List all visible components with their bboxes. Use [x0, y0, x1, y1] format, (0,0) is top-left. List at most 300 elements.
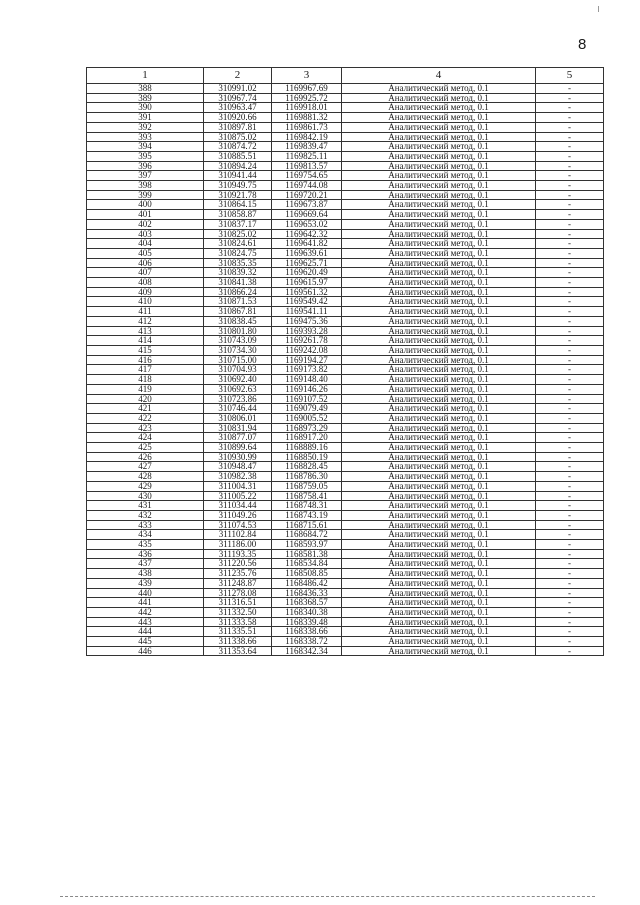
point-number: 420	[87, 394, 204, 404]
point-number: 388	[87, 84, 204, 94]
table-row	[87, 607, 604, 617]
coord-y: 1168743.19	[272, 510, 342, 520]
table-row	[87, 113, 604, 123]
point-number: 400	[87, 200, 204, 210]
table-row	[87, 588, 604, 598]
coord-y: 1169620.49	[272, 268, 342, 278]
note-cell: -	[536, 248, 604, 258]
coord-x: 310982.38	[204, 472, 272, 482]
coord-x: 311338.66	[204, 637, 272, 647]
table-row	[87, 326, 604, 336]
method-description: Аналитический метод, 0.1	[342, 472, 536, 482]
table-row	[87, 617, 604, 627]
table-row	[87, 355, 604, 365]
coord-x: 311004.31	[204, 481, 272, 491]
coord-x: 310920.66	[204, 113, 272, 123]
point-number: 407	[87, 268, 204, 278]
coord-x: 310949.75	[204, 181, 272, 191]
coord-y: 1169475.36	[272, 316, 342, 326]
method-description: Аналитический метод, 0.1	[342, 103, 536, 113]
table-row	[87, 569, 604, 579]
note-cell: -	[536, 598, 604, 608]
coord-x: 311034.44	[204, 501, 272, 511]
note-cell: -	[536, 239, 604, 249]
point-number: 427	[87, 462, 204, 472]
coord-x: 310704.93	[204, 365, 272, 375]
note-cell: -	[536, 627, 604, 637]
coord-y: 1168593.97	[272, 540, 342, 550]
method-description: Аналитический метод, 0.1	[342, 559, 536, 569]
coord-x: 310806.01	[204, 413, 272, 423]
coord-y: 1169148.40	[272, 375, 342, 385]
table-row	[87, 491, 604, 501]
table-row	[87, 404, 604, 414]
table-row	[87, 365, 604, 375]
coord-x: 310835.35	[204, 258, 272, 268]
coord-x: 311193.35	[204, 549, 272, 559]
method-description: Аналитический метод, 0.1	[342, 365, 536, 375]
note-cell: -	[536, 365, 604, 375]
table-row	[87, 627, 604, 637]
point-number: 433	[87, 520, 204, 530]
method-description: Аналитический метод, 0.1	[342, 588, 536, 598]
table-row	[87, 578, 604, 588]
coord-x: 310824.61	[204, 239, 272, 249]
coord-x: 310841.38	[204, 278, 272, 288]
method-description: Аналитический метод, 0.1	[342, 200, 536, 210]
note-cell: -	[536, 210, 604, 220]
table-row	[87, 229, 604, 239]
point-number: 432	[87, 510, 204, 520]
coord-y: 1168436.33	[272, 588, 342, 598]
coord-x: 310692.40	[204, 375, 272, 385]
note-cell: -	[536, 530, 604, 540]
table-row	[87, 122, 604, 132]
coord-y: 1169669.64	[272, 210, 342, 220]
table-row	[87, 190, 604, 200]
coord-y: 1169842.19	[272, 132, 342, 142]
table-row	[87, 142, 604, 152]
note-cell: -	[536, 472, 604, 482]
point-number: 418	[87, 375, 204, 385]
note-cell: -	[536, 336, 604, 346]
coord-y: 1168973.29	[272, 423, 342, 433]
coord-x: 310871.53	[204, 297, 272, 307]
table-row	[87, 132, 604, 142]
coord-x: 310877.07	[204, 433, 272, 443]
coord-y: 1169641.82	[272, 239, 342, 249]
point-number: 436	[87, 549, 204, 559]
method-description: Аналитический метод, 0.1	[342, 316, 536, 326]
method-description: Аналитический метод, 0.1	[342, 384, 536, 394]
note-cell: -	[536, 549, 604, 559]
point-number: 403	[87, 229, 204, 239]
method-description: Аналитический метод, 0.1	[342, 326, 536, 336]
table-row	[87, 530, 604, 540]
coord-y: 1169561.32	[272, 287, 342, 297]
coord-y: 1168508.85	[272, 569, 342, 579]
coord-x: 310825.02	[204, 229, 272, 239]
method-description: Аналитический метод, 0.1	[342, 607, 536, 617]
note-cell: -	[536, 520, 604, 530]
method-description: Аналитический метод, 0.1	[342, 84, 536, 94]
method-description: Аналитический метод, 0.1	[342, 627, 536, 637]
note-cell: -	[536, 258, 604, 268]
method-description: Аналитический метод, 0.1	[342, 443, 536, 453]
table-row	[87, 510, 604, 520]
point-number: 416	[87, 355, 204, 365]
table-header-row	[87, 68, 604, 84]
point-number: 442	[87, 607, 204, 617]
table-row	[87, 462, 604, 472]
coord-x: 310839.32	[204, 268, 272, 278]
point-number: 446	[87, 646, 204, 656]
method-description: Аналитический метод, 0.1	[342, 452, 536, 462]
table-row	[87, 443, 604, 453]
point-number: 391	[87, 113, 204, 123]
coord-x: 310963.47	[204, 103, 272, 113]
point-number: 412	[87, 316, 204, 326]
note-cell: -	[536, 229, 604, 239]
method-description: Аналитический метод, 0.1	[342, 423, 536, 433]
point-number: 441	[87, 598, 204, 608]
note-cell: -	[536, 268, 604, 278]
coord-x: 310864.15	[204, 200, 272, 210]
coord-y: 1168748.31	[272, 501, 342, 511]
coord-y: 1169242.08	[272, 345, 342, 355]
note-cell: -	[536, 161, 604, 171]
note-cell: -	[536, 278, 604, 288]
table-row	[87, 520, 604, 530]
point-number: 392	[87, 122, 204, 132]
coord-y: 1168758.41	[272, 491, 342, 501]
coord-y: 1168850.19	[272, 452, 342, 462]
point-number: 426	[87, 452, 204, 462]
note-cell: -	[536, 578, 604, 588]
coord-x: 310837.17	[204, 219, 272, 229]
method-description: Аналитический метод, 0.1	[342, 268, 536, 278]
column-header-4: 4	[342, 68, 536, 84]
table-row	[87, 637, 604, 647]
coord-y: 1168342.34	[272, 646, 342, 656]
coord-y: 1169005.52	[272, 413, 342, 423]
coord-y: 1168828.45	[272, 462, 342, 472]
note-cell: -	[536, 588, 604, 598]
point-number: 395	[87, 151, 204, 161]
note-cell: -	[536, 423, 604, 433]
note-cell: -	[536, 540, 604, 550]
point-number: 393	[87, 132, 204, 142]
coord-x: 310867.81	[204, 307, 272, 317]
method-description: Аналитический метод, 0.1	[342, 161, 536, 171]
method-description: Аналитический метод, 0.1	[342, 210, 536, 220]
table-row	[87, 559, 604, 569]
coord-y: 1169173.82	[272, 365, 342, 375]
table-row	[87, 501, 604, 511]
coord-y: 1169615.97	[272, 278, 342, 288]
table-row	[87, 345, 604, 355]
note-cell: -	[536, 452, 604, 462]
point-number: 409	[87, 287, 204, 297]
note-cell: -	[536, 219, 604, 229]
method-description: Аналитический метод, 0.1	[342, 190, 536, 200]
note-cell: -	[536, 559, 604, 569]
table-row	[87, 549, 604, 559]
note-cell: -	[536, 443, 604, 453]
coord-x: 311235.76	[204, 569, 272, 579]
point-number: 415	[87, 345, 204, 355]
note-cell: -	[536, 287, 604, 297]
note-cell: -	[536, 345, 604, 355]
method-description: Аналитический метод, 0.1	[342, 258, 536, 268]
method-description: Аналитический метод, 0.1	[342, 287, 536, 297]
coord-x: 311316.51	[204, 598, 272, 608]
note-cell: -	[536, 103, 604, 113]
point-number: 443	[87, 617, 204, 627]
method-description: Аналитический метод, 0.1	[342, 132, 536, 142]
coord-y: 1169653.02	[272, 219, 342, 229]
table-row	[87, 287, 604, 297]
point-number: 434	[87, 530, 204, 540]
note-cell: -	[536, 413, 604, 423]
coord-x: 311186.00	[204, 540, 272, 550]
table-row	[87, 433, 604, 443]
note-cell: -	[536, 84, 604, 94]
column-header-1: 1	[87, 68, 204, 84]
coord-x: 311278.08	[204, 588, 272, 598]
coord-y: 1169107.52	[272, 394, 342, 404]
note-cell: -	[536, 190, 604, 200]
point-number: 401	[87, 210, 204, 220]
method-description: Аналитический метод, 0.1	[342, 151, 536, 161]
table-row	[87, 210, 604, 220]
coord-x: 310991.02	[204, 84, 272, 94]
method-description: Аналитический метод, 0.1	[342, 93, 536, 103]
method-description: Аналитический метод, 0.1	[342, 219, 536, 229]
point-number: 431	[87, 501, 204, 511]
method-description: Аналитический метод, 0.1	[342, 413, 536, 423]
coord-y: 1169744.08	[272, 181, 342, 191]
method-description: Аналитический метод, 0.1	[342, 297, 536, 307]
point-number: 406	[87, 258, 204, 268]
coord-y: 1168338.66	[272, 627, 342, 637]
coord-y: 1169825.11	[272, 151, 342, 161]
method-description: Аналитический метод, 0.1	[342, 510, 536, 520]
method-description: Аналитический метод, 0.1	[342, 646, 536, 656]
note-cell: -	[536, 355, 604, 365]
point-number: 421	[87, 404, 204, 414]
note-cell: -	[536, 171, 604, 181]
point-number: 390	[87, 103, 204, 113]
point-number: 417	[87, 365, 204, 375]
note-cell: -	[536, 607, 604, 617]
coord-y: 1168786.30	[272, 472, 342, 482]
coord-x: 310866.24	[204, 287, 272, 297]
point-number: 394	[87, 142, 204, 152]
coord-y: 1168368.57	[272, 598, 342, 608]
point-number: 405	[87, 248, 204, 258]
method-description: Аналитический метод, 0.1	[342, 355, 536, 365]
method-description: Аналитический метод, 0.1	[342, 637, 536, 647]
coord-x: 311005.22	[204, 491, 272, 501]
method-description: Аналитический метод, 0.1	[342, 433, 536, 443]
coord-y: 1168759.05	[272, 481, 342, 491]
coord-y: 1168581.38	[272, 549, 342, 559]
method-description: Аналитический метод, 0.1	[342, 336, 536, 346]
table-row	[87, 151, 604, 161]
column-header-3: 3	[272, 68, 342, 84]
table-row	[87, 394, 604, 404]
method-description: Аналитический метод, 0.1	[342, 520, 536, 530]
coord-y: 1169541.11	[272, 307, 342, 317]
coord-x: 311049.26	[204, 510, 272, 520]
note-cell: -	[536, 491, 604, 501]
table-row	[87, 93, 604, 103]
coord-x: 310930.99	[204, 452, 272, 462]
table-row	[87, 258, 604, 268]
method-description: Аналитический метод, 0.1	[342, 181, 536, 191]
coord-y: 1168340.38	[272, 607, 342, 617]
coord-y: 1169393.28	[272, 326, 342, 336]
note-cell: -	[536, 113, 604, 123]
coord-x: 310941.44	[204, 171, 272, 181]
coord-y: 1168534.84	[272, 559, 342, 569]
note-cell: -	[536, 297, 604, 307]
method-description: Аналитический метод, 0.1	[342, 375, 536, 385]
coord-y: 1169261.78	[272, 336, 342, 346]
coord-x: 310921.78	[204, 190, 272, 200]
method-description: Аналитический метод, 0.1	[342, 481, 536, 491]
note-cell: -	[536, 404, 604, 414]
coord-y: 1168917.20	[272, 433, 342, 443]
table-row	[87, 472, 604, 482]
coord-x: 310948.47	[204, 462, 272, 472]
note-cell: -	[536, 617, 604, 627]
table-row	[87, 248, 604, 258]
table-row	[87, 161, 604, 171]
coord-y: 1168715.61	[272, 520, 342, 530]
point-number: 423	[87, 423, 204, 433]
method-description: Аналитический метод, 0.1	[342, 122, 536, 132]
coord-y: 1168684.72	[272, 530, 342, 540]
method-description: Аналитический метод, 0.1	[342, 345, 536, 355]
coord-y: 1169720.21	[272, 190, 342, 200]
point-number: 404	[87, 239, 204, 249]
point-number: 437	[87, 559, 204, 569]
point-number: 439	[87, 578, 204, 588]
point-number: 440	[87, 588, 204, 598]
point-number: 435	[87, 540, 204, 550]
coord-x: 310824.75	[204, 248, 272, 258]
method-description: Аналитический метод, 0.1	[342, 501, 536, 511]
point-number: 425	[87, 443, 204, 453]
table-row	[87, 181, 604, 191]
coord-x: 310858.87	[204, 210, 272, 220]
coord-x: 310894.24	[204, 161, 272, 171]
coord-x: 310715.00	[204, 355, 272, 365]
column-header-5: 5	[536, 68, 604, 84]
note-cell: -	[536, 569, 604, 579]
coord-x: 311333.58	[204, 617, 272, 627]
table-row	[87, 540, 604, 550]
method-description: Аналитический метод, 0.1	[342, 598, 536, 608]
note-cell: -	[536, 132, 604, 142]
note-cell: -	[536, 326, 604, 336]
coord-y: 1168486.42	[272, 578, 342, 588]
method-description: Аналитический метод, 0.1	[342, 549, 536, 559]
table-row	[87, 384, 604, 394]
coord-x: 310899.64	[204, 443, 272, 453]
coord-y: 1169549.42	[272, 297, 342, 307]
method-description: Аналитический метод, 0.1	[342, 462, 536, 472]
coord-y: 1169146.26	[272, 384, 342, 394]
coord-y: 1169625.71	[272, 258, 342, 268]
method-description: Аналитический метод, 0.1	[342, 394, 536, 404]
coord-x: 310746.44	[204, 404, 272, 414]
point-number: 408	[87, 278, 204, 288]
note-cell: -	[536, 384, 604, 394]
table-row	[87, 219, 604, 229]
point-number: 430	[87, 491, 204, 501]
coord-y: 1169673.87	[272, 200, 342, 210]
coord-x: 310967.74	[204, 93, 272, 103]
table-row	[87, 297, 604, 307]
coord-y: 1169194.27	[272, 355, 342, 365]
point-number: 396	[87, 161, 204, 171]
table-row	[87, 375, 604, 385]
method-description: Аналитический метод, 0.1	[342, 307, 536, 317]
method-description: Аналитический метод, 0.1	[342, 142, 536, 152]
note-cell: -	[536, 93, 604, 103]
coord-y: 1169642.32	[272, 229, 342, 239]
coord-x: 311335.51	[204, 627, 272, 637]
table-row	[87, 268, 604, 278]
note-cell: -	[536, 646, 604, 656]
coord-y: 1169861.73	[272, 122, 342, 132]
method-description: Аналитический метод, 0.1	[342, 404, 536, 414]
coord-x: 311102.84	[204, 530, 272, 540]
method-description: Аналитический метод, 0.1	[342, 569, 536, 579]
table-row	[87, 336, 604, 346]
method-description: Аналитический метод, 0.1	[342, 278, 536, 288]
method-description: Аналитический метод, 0.1	[342, 171, 536, 181]
table-body	[87, 84, 604, 656]
note-cell: -	[536, 307, 604, 317]
coord-y: 1169918.01	[272, 103, 342, 113]
coord-y: 1169639.61	[272, 248, 342, 258]
table-row	[87, 452, 604, 462]
note-cell: -	[536, 375, 604, 385]
point-number: 411	[87, 307, 204, 317]
footer-divider	[60, 896, 595, 897]
coordinates-table	[86, 67, 604, 656]
coord-x: 310885.51	[204, 151, 272, 161]
table-row	[87, 598, 604, 608]
coord-x: 310801.80	[204, 326, 272, 336]
coord-x: 311220.56	[204, 559, 272, 569]
method-description: Аналитический метод, 0.1	[342, 239, 536, 249]
point-number: 419	[87, 384, 204, 394]
method-description: Аналитический метод, 0.1	[342, 113, 536, 123]
coord-y: 1169813.57	[272, 161, 342, 171]
note-cell: -	[536, 433, 604, 443]
table-row	[87, 103, 604, 113]
note-cell: -	[536, 151, 604, 161]
coord-y: 1169839.47	[272, 142, 342, 152]
method-description: Аналитический метод, 0.1	[342, 248, 536, 258]
coord-x: 310743.09	[204, 336, 272, 346]
method-description: Аналитический метод, 0.1	[342, 229, 536, 239]
